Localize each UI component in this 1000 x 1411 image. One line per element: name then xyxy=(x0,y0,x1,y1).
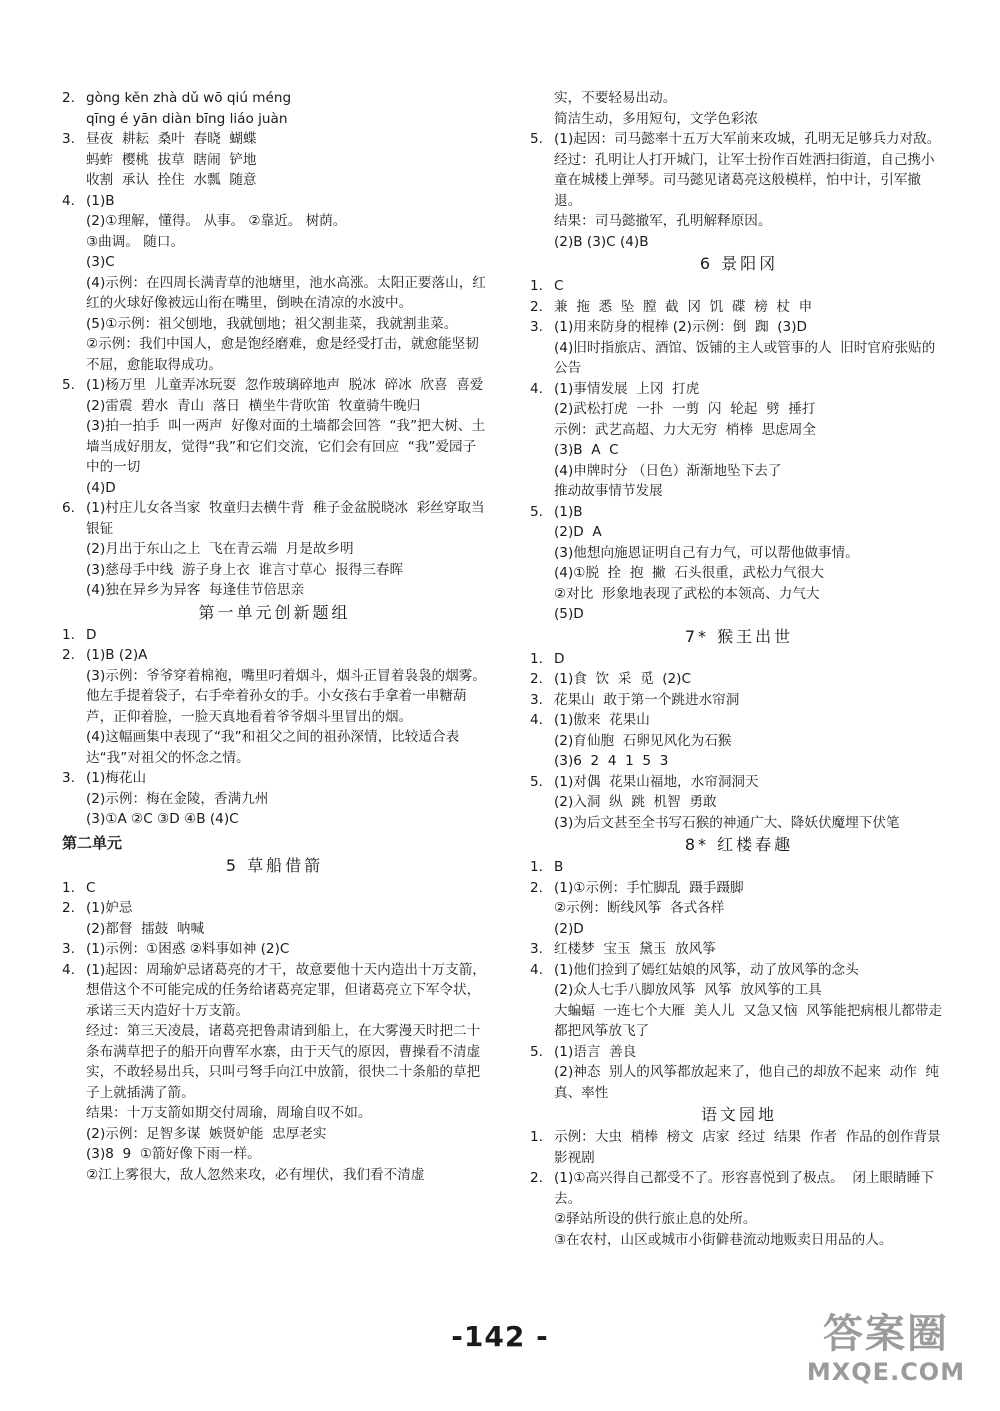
item-text xyxy=(554,939,948,960)
answer-line: (2)神态 别人的风筝都放起来了，他自己的却放不起来 动作 纯真、率性 xyxy=(554,1064,940,1101)
answer-line: 收割 承认 拴住 水瓢 随意 xyxy=(86,172,257,188)
answer-line: (3)慈母手中线 游子身上衣 谁言寸草心 报得三春晖 xyxy=(86,561,404,578)
answer-line: gòng kěn zhà dǔ wō qiú méng xyxy=(86,90,292,106)
answer-line: 示例：大虫 梢棒 榜文 店家 经过 结果 作者 作品的创作背景 影视剧 xyxy=(554,1129,950,1166)
answer-item xyxy=(530,960,951,1042)
item-text xyxy=(554,649,948,670)
answer-line: (2)众人七手八脚放风筝 风筝 放风筝的工具 xyxy=(554,982,822,998)
section-heading: 7* 猴王出世 xyxy=(684,626,794,646)
answer-item xyxy=(530,878,948,940)
item-text xyxy=(554,690,948,711)
item-text xyxy=(554,772,948,834)
answer-line: (2)示例：足智多谋 嫉贤妒能 忠厚老实 xyxy=(86,1125,327,1142)
answer-line: (1)村庄儿女各当家 牧童归去横牛背 稚子金盆脱晓冰 彩丝穿取当银钲 xyxy=(86,500,485,537)
item-number: 5. xyxy=(62,377,75,393)
answer-line: 花果山 敢于第一个跳进水帘洞 xyxy=(554,691,740,708)
answer-line: (1)①高兴得自己都受不了。形容喜悦到了极点。 闭上眼睛睡下去。 xyxy=(554,1170,934,1207)
answer-item xyxy=(62,498,487,601)
answer-line: 结果：十万支箭如期交付周瑜，周瑜自叹不如。 xyxy=(86,1105,372,1121)
item-text xyxy=(86,939,487,960)
answer-line: (4)①脱 拴 抱 撇 石头很重，武松力气很大 xyxy=(554,565,824,581)
item-text xyxy=(86,645,487,768)
answer-line: (2)都督 擂鼓 呐喊 xyxy=(86,920,205,937)
item-number: 2. xyxy=(62,647,75,663)
answer-line: (1)妒忌 xyxy=(86,900,133,916)
answer-line: 简洁生动，多用短句，文学色彩浓 xyxy=(554,110,758,127)
item-text xyxy=(86,768,487,830)
answer-line: D xyxy=(554,650,565,667)
answer-line: ③曲调。 随口。 xyxy=(86,233,185,250)
section-heading: 8* 红楼春趣 xyxy=(684,835,794,854)
item-number: 2. xyxy=(62,90,75,106)
answer-line: (4)D xyxy=(86,479,116,496)
answer-line: (1)B xyxy=(86,192,115,209)
answer-line: (1)对偶 花果山福地，水帘洞洞天 xyxy=(554,773,759,790)
item-number: 2. xyxy=(530,1170,543,1186)
answer-line: (3)他想向施恩证明自己有力气，可以帮他做事情。 xyxy=(554,544,859,561)
item-number: 2. xyxy=(530,879,543,896)
item-text xyxy=(554,1042,948,1104)
answer-item xyxy=(530,669,948,690)
answer-line: (3)拍一拍手 叫一两声 好像对面的土墙都会回答 “我”把大树、土墙当成好朋友，觉得“我”和它们交流，它们会有回应 “我”爱园子中的一切 xyxy=(86,418,486,475)
answer-item xyxy=(62,878,487,899)
answer-item xyxy=(62,645,487,768)
answer-item xyxy=(530,710,948,772)
answer-line: ②示例：我们中国人，愈是饱经磨难，愈是经受打击，就愈能坚韧不屈，愈能取得成功。 xyxy=(86,336,479,373)
answer-line: 结果：司马懿撤军，孔明解释原因。 xyxy=(554,213,772,229)
item-number: 5. xyxy=(530,131,543,147)
item-number: 1. xyxy=(530,1129,543,1145)
answer-line: ②江上雾很大，敌人忽然来攻，必有埋伏，我们看不清虚 xyxy=(86,1166,425,1183)
answer-line: (3)①A ②C ③D ④B (4)C xyxy=(86,811,239,827)
item-number: 2. xyxy=(530,298,543,315)
answer-line: (1)起因：司马懿率十五万大军前来攻城，孔明无足够兵力对敌。 xyxy=(554,131,941,147)
answer-item xyxy=(530,317,948,379)
item-number: 3. xyxy=(530,691,543,708)
item-number: 3. xyxy=(62,770,75,786)
answer-line: ②驿站所设的供行旅止息的处所。 xyxy=(554,1211,757,1227)
answer-line: C xyxy=(86,879,96,896)
answer-item xyxy=(62,88,487,129)
item-text xyxy=(554,1168,948,1250)
answer-line: (1)杨万里 儿童弄冰玩耍 忽作玻璃碎地声 脱冰 碎冰 欣喜 喜爱 xyxy=(86,377,484,393)
answer-line: (1)事情发展 上冈 打虎 xyxy=(554,380,700,397)
item-text xyxy=(554,297,948,318)
item-text xyxy=(554,276,948,297)
item-text xyxy=(86,898,487,939)
item-number: 6. xyxy=(62,500,75,516)
item-number: 1. xyxy=(62,879,75,896)
left-column xyxy=(62,88,487,1185)
item-number: 1. xyxy=(62,626,75,643)
answer-line: 经过：孔明让人打开城门，让军士扮作百姓洒扫街道，自己携小童在城楼上弹琴。司马懿见诸葛亮这般模样，怕中计，引军撤退。 xyxy=(554,151,935,209)
answer-line: (3)8 9 ①箭好像下雨一样。 xyxy=(86,1146,261,1162)
answer-line: (3)为后文甚至全书写石猴的神通广大、降妖伏魔埋下伏笔 xyxy=(554,814,900,831)
answer-item xyxy=(530,939,948,960)
answer-line: 大蝙蝠 一连七个大雁 美人儿 又急又恼 风筝能把病根儿都带走 都把风筝放飞了 xyxy=(554,1002,951,1039)
answer-item xyxy=(62,898,487,939)
answer-line: (2)B (3)C (4)B xyxy=(554,233,649,250)
answer-line: (1)梅花山 xyxy=(86,770,147,786)
item-number: 4. xyxy=(530,961,543,978)
item-text xyxy=(554,129,948,252)
answer-line: (5)①示例：祖父刨地，我就刨地；祖父割韭菜，我就割韭菜。 xyxy=(86,315,458,332)
answer-line: 兼 拖 悉 坠 膛 截 冈 饥 碟 榜 杖 申 xyxy=(554,298,813,315)
section-heading: 6 景阳冈 xyxy=(699,254,779,273)
answer-line: (4)示例：在四周长满青草的池塘里，池水高涨。太阳正要落山，红红的火球好像被远山衔在嘴里，倒映在清凉的水波中。 xyxy=(86,274,486,311)
answer-item xyxy=(62,939,487,960)
item-number: 4. xyxy=(530,380,543,397)
answer-line: (4)这幅画集中表现了“我”和祖父之间的祖孙深情，比较适合表达“我”对祖父的怀念之情。 xyxy=(86,729,460,766)
item-text xyxy=(86,878,487,899)
answer-item xyxy=(62,625,487,646)
section-heading: 第一单元创新题组 xyxy=(198,602,351,622)
answer-item xyxy=(62,960,487,1186)
item-number: 3. xyxy=(530,941,543,957)
item-number: 5. xyxy=(530,1043,543,1060)
answer-line: (3)6 2 4 1 5 3 xyxy=(554,753,669,769)
watermark xyxy=(786,1311,986,1403)
answer-line: B xyxy=(554,859,564,875)
answer-line: (2)①理解，懂得。 从事。 ②靠近。 树荫。 xyxy=(86,213,347,229)
answer-line: (2)育仙胞 石卵见风化为石猴 xyxy=(554,732,732,749)
answer-line: (2)入洞 纵 跳 机智 勇敢 xyxy=(554,794,717,810)
answer-line: (1)示例：①困惑 ②料事如神 (2)C xyxy=(86,941,290,957)
answer-line: (3)示例：爷爷穿着棉袍，嘴里叼着烟斗，烟斗正冒着袅袅的烟雾。他左手提着袋子，右手牵着孙女的手。小女孩右手拿着一串糖葫芦，正仰着脸，一脸天真地看着爷爷烟斗里冒出的烟。 xyxy=(86,667,486,725)
answer-line: (2)月出于东山之上 飞在青云端 月是故乡明 xyxy=(86,541,354,557)
answer-item xyxy=(530,772,948,834)
item-number: 3. xyxy=(530,319,543,335)
answer-line: 示例：武艺高超、力大无穷 梢棒 思虑周全 xyxy=(554,421,816,438)
answer-item xyxy=(530,276,948,297)
answer-line: C xyxy=(554,278,564,294)
answer-line: (1)他们捡到了嫣红姑娘的风筝，动了放风筝的念头 xyxy=(554,961,859,978)
answer-line: 推动故事情节发展 xyxy=(554,483,663,499)
item-number: 2. xyxy=(530,671,543,687)
section-heading: 5 草船借箭 xyxy=(225,855,324,875)
item-text xyxy=(554,1127,948,1168)
item-text xyxy=(554,379,948,502)
answer-item xyxy=(530,379,948,502)
answer-line: (1)食 饮 采 觅 (2)C xyxy=(554,671,691,687)
answer-line: (2)示例：梅在金陵，香满九州 xyxy=(86,790,269,807)
item-number: 1. xyxy=(530,650,543,667)
item-number: 5. xyxy=(530,503,543,520)
right-column xyxy=(530,88,951,1250)
answer-line: ②对比 形象地表现了武松的本领高、力气大 xyxy=(554,585,820,602)
answer-item xyxy=(530,649,948,670)
answer-line: (4)旧时指旅店、酒馆、饭铺的主人或管事的人 旧时官府张贴的公告 xyxy=(554,339,936,376)
answer-item xyxy=(530,1127,948,1168)
answer-item xyxy=(62,375,487,498)
item-number: 5. xyxy=(530,773,543,790)
answer-line: (1)起因：周瑜妒忌诸葛亮的才干，故意要他十天内造出十万支箭，想借这个不可能完成的任务给诸葛亮定罪，但诸葛亮立下军令状，承诺三天内造好十万支箭。 xyxy=(86,961,486,1019)
item-text xyxy=(554,317,948,379)
answer-line: D xyxy=(86,626,97,643)
answer-line: (2)武松打虎 一扑 一剪 闪 轮起 劈 捶打 xyxy=(554,401,816,417)
answer-line: 蚂蚱 樱桃 拔草 瞎闹 铲地 xyxy=(86,151,257,168)
answer-item xyxy=(62,129,487,191)
answer-line: qīng é yān diàn bīng liáo juàn xyxy=(86,110,288,127)
item-text xyxy=(554,857,948,878)
item-number: 4. xyxy=(62,192,75,209)
unit-heading: 第二单元 xyxy=(62,833,123,852)
answer-line: (3)B A C xyxy=(554,442,619,458)
item-text xyxy=(554,878,948,940)
item-number: 4. xyxy=(62,961,75,978)
answer-line: (4)独在异乡为异客 每逢佳节倍思亲 xyxy=(86,582,305,598)
item-number: 3. xyxy=(62,941,75,957)
answer-line: (2)雷震 碧水 青山 落日 横坐牛背吹笛 牧童骑牛晚归 xyxy=(86,397,421,414)
item-text xyxy=(86,375,487,498)
answer-item xyxy=(530,857,948,878)
answer-line: ②示例：断线风筝 各式各样 xyxy=(554,900,725,916)
item-number: 4. xyxy=(530,712,543,728)
answer-item xyxy=(530,297,948,318)
answer-line: 经过：第三天凌晨，诸葛亮把鲁肃请到船上，在大雾漫天时把二十条布满草把子的船开向曹军水寨，由于天气的原因，曹操看不清虚实，不敢轻易出兵，只叫弓弩手向江中放箭，很快二十条船的草把子上就插满了箭。 xyxy=(86,1023,481,1101)
watermark-logo: 答案圈 xyxy=(823,1311,949,1357)
answer-item xyxy=(530,129,948,252)
answer-item xyxy=(530,1042,948,1104)
answer-line: (1)语言 善良 xyxy=(554,1043,637,1060)
item-text xyxy=(86,129,487,191)
item-text xyxy=(554,502,948,625)
answer-line: 昼夜 耕耘 桑叶 春晓 蝴蝶 xyxy=(86,131,257,147)
item-number: 1. xyxy=(530,278,543,294)
answer-line: (2)D A xyxy=(554,524,602,540)
item-number: 1. xyxy=(530,859,543,875)
item-number: 2. xyxy=(62,900,75,916)
answer-line: 红楼梦 宝玉 黛玉 放风筝 xyxy=(554,941,716,957)
answer-line: 实，不要轻易出动。 xyxy=(554,90,677,106)
item-text xyxy=(554,710,948,772)
item-text xyxy=(86,191,487,376)
answer-line: ③在农村，山区或城市小街僻巷流动地贩卖日用品的人。 xyxy=(554,1231,893,1248)
page-number: -142 - xyxy=(451,1320,549,1353)
item-text xyxy=(554,669,948,690)
answer-line: (1)傲来 花果山 xyxy=(554,712,650,728)
answer-item xyxy=(62,191,487,376)
answer-item xyxy=(530,690,948,711)
item-text xyxy=(86,498,487,601)
item-text xyxy=(554,960,951,1042)
answer-line: (1)用来防身的棍棒 (2)示例：倒 踟 (3)D xyxy=(554,319,807,335)
answer-line: (1)①示例：手忙脚乱 蹑手蹑脚 xyxy=(554,879,744,896)
answer-line: (1)B (2)A xyxy=(86,647,148,663)
item-number: 3. xyxy=(62,131,75,147)
answer-item xyxy=(62,768,487,830)
answer-item xyxy=(530,1168,948,1250)
item-text xyxy=(86,960,487,1186)
item-text xyxy=(86,88,487,129)
answer-item xyxy=(530,502,948,625)
watermark-site: MXQE.COM xyxy=(806,1358,966,1386)
answer-line: (1)B xyxy=(554,503,583,520)
answer-line: (2)D xyxy=(554,920,584,937)
item-text xyxy=(86,625,487,646)
answer-line: (5)D xyxy=(554,606,584,622)
answer-line: (3)C xyxy=(86,254,115,270)
section-heading: 语文园地 xyxy=(700,1105,777,1124)
continued-answer xyxy=(530,88,948,129)
answer-line: (4)申牌时分 （日色）渐渐地坠下去了 xyxy=(554,462,782,479)
